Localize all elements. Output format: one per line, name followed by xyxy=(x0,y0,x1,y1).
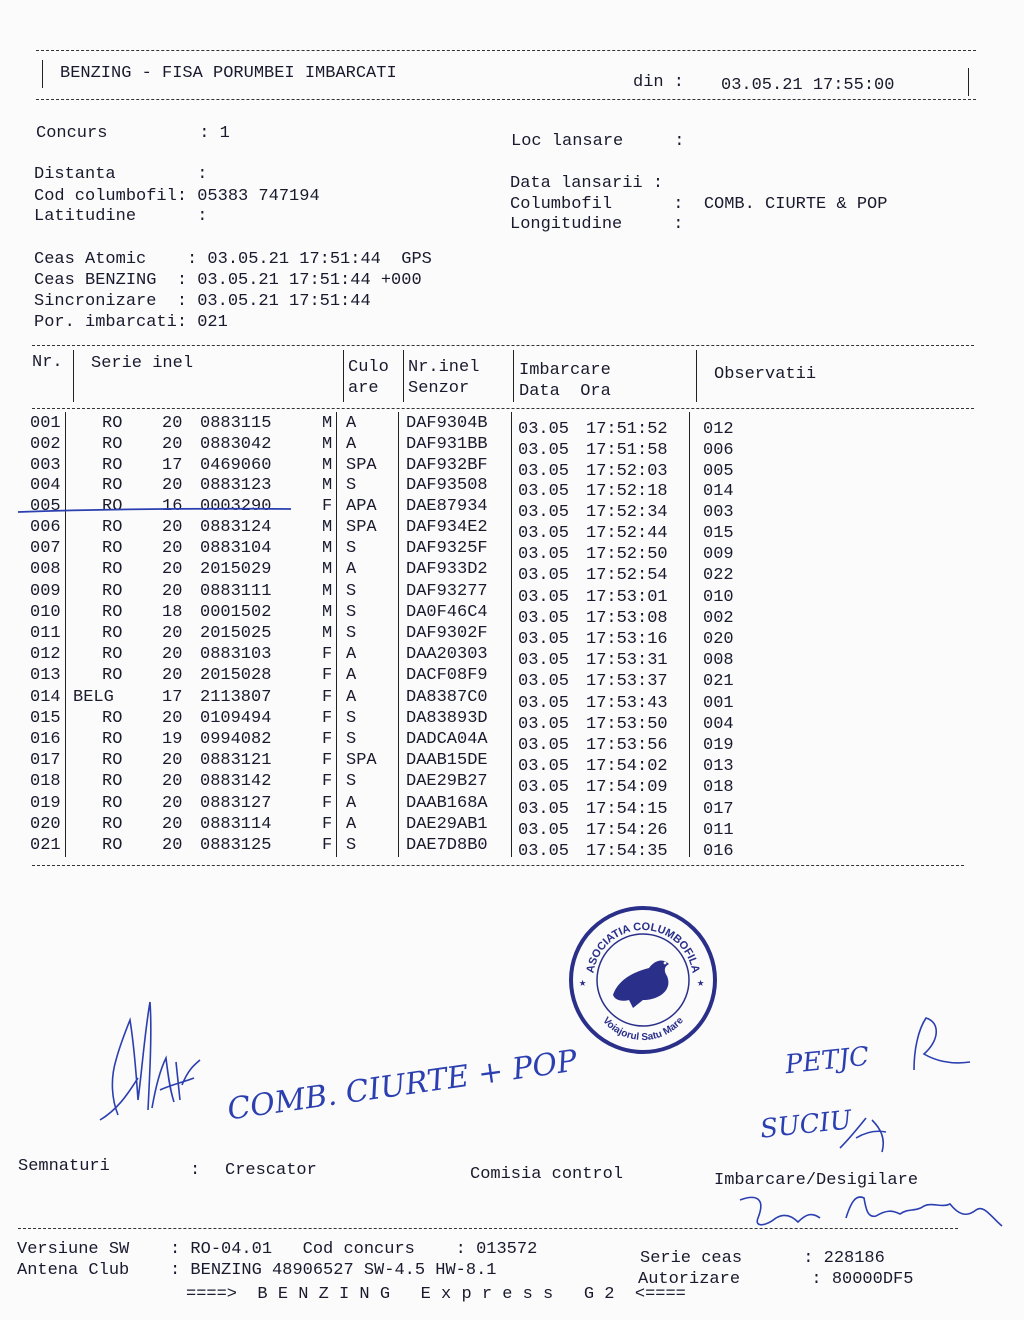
row-sensor: DAF933D2 xyxy=(406,560,488,580)
footer-line-1: Versiune SW : RO-04.01 Cod concurs : 013572 xyxy=(17,1240,538,1259)
row-color: SPA xyxy=(346,518,377,537)
row-nr: 019 xyxy=(30,793,61,813)
row-country: RO xyxy=(102,476,123,496)
row-observation: 001 xyxy=(703,693,734,713)
row-year: 20 xyxy=(162,793,183,813)
row-ring: 0883114 xyxy=(200,814,272,834)
row-nr: 002 xyxy=(30,434,61,454)
row-nr: 009 xyxy=(30,581,61,601)
row-time: 17:51:58 xyxy=(586,440,668,460)
col-sep-obs-header xyxy=(696,350,697,402)
row-observation: 022 xyxy=(703,566,734,586)
row-country: RO xyxy=(102,751,123,771)
row-sex: M xyxy=(322,455,333,475)
association-stamp xyxy=(563,900,723,1060)
info-data-lansarii: Data lansarii : xyxy=(510,174,664,193)
svg-text:★: ★ xyxy=(579,976,587,990)
row-date: 03.05 xyxy=(518,651,570,671)
row-year: 20 xyxy=(162,560,183,580)
row-date: 03.05 xyxy=(518,799,570,819)
clock-atomic: Ceas Atomic : 03.05.21 17:51:44 GPS xyxy=(34,250,432,269)
row-date: 03.05 xyxy=(518,587,570,607)
row-date: 03.05 xyxy=(518,420,570,439)
row-ring: 0883115 xyxy=(200,414,272,433)
footer-top-border xyxy=(18,1228,958,1229)
row-ring: 0883121 xyxy=(200,751,272,771)
footer-serie-ceas: Serie ceas : 228186 xyxy=(640,1249,885,1268)
row-time: 17:52:44 xyxy=(586,524,668,543)
row-observation: 010 xyxy=(703,587,734,607)
row-ring: 0883103 xyxy=(200,645,272,665)
col-sep-sex xyxy=(336,412,337,857)
header-top-border xyxy=(36,50,976,51)
crescator-signature xyxy=(90,990,210,1130)
row-observation: 004 xyxy=(703,714,734,734)
row-observation: 016 xyxy=(703,842,734,861)
header-nr-inel-1: Nr.inel xyxy=(408,358,480,377)
row-date: 03.05 xyxy=(518,503,570,523)
row-ring: 0001502 xyxy=(200,602,272,622)
col-sep-senzor xyxy=(398,412,399,857)
row-time: 17:54:02 xyxy=(586,757,668,777)
row-sex: M xyxy=(322,476,333,496)
row-date: 03.05 xyxy=(518,461,570,481)
row-country: RO xyxy=(102,708,123,728)
row-sensor: DAAB15DE xyxy=(406,751,488,771)
row-sex: F xyxy=(322,708,333,728)
row-nr: 017 xyxy=(30,751,61,771)
row-time: 17:54:15 xyxy=(586,799,668,819)
clock-benzing: Ceas BENZING : 03.05.21 17:51:44 +000 xyxy=(34,271,422,290)
row-nr: 016 xyxy=(30,730,61,749)
row-observation: 011 xyxy=(703,820,734,840)
row-observation: 017 xyxy=(703,799,734,819)
row-year: 20 xyxy=(162,624,183,643)
row-color: S xyxy=(346,772,357,792)
row-color: S xyxy=(346,539,357,559)
row-sex: M xyxy=(322,602,333,622)
row-country: RO xyxy=(102,560,123,580)
row-time: 17:53:56 xyxy=(586,736,668,755)
row-nr: 015 xyxy=(30,708,61,728)
row-color: A xyxy=(346,793,357,813)
row-country: RO xyxy=(102,518,123,537)
row-time: 17:52:54 xyxy=(586,566,668,586)
row-year: 20 xyxy=(162,814,183,834)
row-date: 03.05 xyxy=(518,842,570,861)
row-sex: M xyxy=(322,539,333,559)
row-country: RO xyxy=(102,793,123,813)
row-sex: F xyxy=(322,751,333,771)
row-sex: F xyxy=(322,645,333,665)
row-time: 17:53:31 xyxy=(586,651,668,671)
row-ring: 0469060 xyxy=(200,455,272,475)
row-observation: 012 xyxy=(703,420,734,439)
col-sep-nr xyxy=(65,412,66,857)
footer-line-3: ====> B E N Z I N G E x p r e s s G 2 <==== xyxy=(186,1285,686,1304)
header-imbarcare-2: Data Ora xyxy=(519,382,611,401)
row-date: 03.05 xyxy=(518,736,570,755)
row-sensor: DAA20303 xyxy=(406,645,488,665)
row-time: 17:51:52 xyxy=(586,420,668,439)
row-year: 20 xyxy=(162,414,183,433)
svg-text:ASOCIATIA COLUMBOFILA xyxy=(584,921,701,974)
row-ring: 0883123 xyxy=(200,476,272,496)
row-year: 16 xyxy=(162,497,183,517)
row-ring: 0883042 xyxy=(200,434,272,454)
row-country: RO xyxy=(102,645,123,665)
row-observation: 020 xyxy=(703,630,734,649)
row-color: A xyxy=(346,645,357,665)
row-country: RO xyxy=(102,602,123,622)
row-sex: M xyxy=(322,518,333,537)
row-year: 20 xyxy=(162,751,183,771)
row-nr: 021 xyxy=(30,836,61,855)
row-date: 03.05 xyxy=(518,714,570,734)
row-country: RO xyxy=(102,836,123,855)
row-time: 17:52:03 xyxy=(586,461,668,481)
row-country: RO xyxy=(102,455,123,475)
row-date: 03.05 xyxy=(518,693,570,713)
comisia-handwritten-1: PETJC xyxy=(783,1041,871,1081)
row-nr: 020 xyxy=(30,814,61,834)
signature-crescator-label: Crescator xyxy=(225,1161,317,1180)
row-sensor: DA0F46C4 xyxy=(406,602,488,622)
row-year: 19 xyxy=(162,730,183,749)
row-year: 18 xyxy=(162,602,183,622)
crescator-handwritten-name: COMB. CIURTE + POP xyxy=(225,1043,580,1128)
signatures-label: Semnaturi xyxy=(18,1157,110,1176)
row-year: 20 xyxy=(162,666,183,686)
row-ring: 2015029 xyxy=(200,560,272,580)
row-ring: 2015025 xyxy=(200,624,272,643)
row-time: 17:54:26 xyxy=(586,820,668,840)
row-time: 17:52:18 xyxy=(586,482,668,502)
info-cod-columbofil: Cod columbofil: 05383 747194 xyxy=(34,187,320,206)
row-sensor: DAE29B27 xyxy=(406,772,488,792)
row-sex: F xyxy=(322,793,333,813)
info-latitudine: Latitudine : xyxy=(34,207,208,226)
row-nr: 003 xyxy=(30,455,61,475)
row-observation: 006 xyxy=(703,440,734,460)
comisia-handwritten-2: SUCIU xyxy=(758,1105,854,1145)
row-year: 20 xyxy=(162,476,183,496)
table-header-border xyxy=(32,408,974,409)
row-nr: 004 xyxy=(30,476,61,496)
row-observation: 013 xyxy=(703,757,734,777)
signatures-colon: : xyxy=(190,1161,201,1180)
row-sex: F xyxy=(322,836,333,855)
por-imbarcati: Por. imbarcati: 021 xyxy=(34,313,228,332)
row-sensor: DAF9302F xyxy=(406,624,488,643)
row-country: RO xyxy=(102,414,123,433)
header-right-bar xyxy=(968,68,969,96)
row-observation: 009 xyxy=(703,545,734,565)
row-observation: 018 xyxy=(703,778,734,798)
header-observatii: Observatii xyxy=(714,365,817,384)
row-date: 03.05 xyxy=(518,608,570,628)
row-time: 17:53:43 xyxy=(586,693,668,713)
row-time: 17:53:08 xyxy=(586,608,668,628)
row-color: A xyxy=(346,814,357,834)
header-imbarcare-1: Imbarcare xyxy=(519,361,611,380)
pen-strike-line xyxy=(16,500,296,520)
row-nr: 012 xyxy=(30,645,61,665)
row-sensor: DAE7D8B0 xyxy=(406,836,488,855)
comisia-signature-2 xyxy=(836,1108,896,1158)
row-date: 03.05 xyxy=(518,778,570,798)
row-sex: M xyxy=(322,624,333,643)
row-sensor: DACF08F9 xyxy=(406,666,488,686)
header-bottom-border xyxy=(36,99,976,100)
row-year: 20 xyxy=(162,772,183,792)
table-bottom-border xyxy=(32,865,964,866)
row-year: 17 xyxy=(162,687,183,707)
row-time: 17:54:35 xyxy=(586,842,668,861)
row-year: 20 xyxy=(162,539,183,559)
signature-comisia-label: Comisia control xyxy=(470,1165,624,1184)
info-distanta: Distanta : xyxy=(34,165,208,184)
svg-text:★: ★ xyxy=(697,976,705,990)
info-columbofil: Columbofil : COMB. CIURTE & POP xyxy=(510,195,888,214)
row-sensor: DA83893D xyxy=(406,708,488,728)
row-nr: 006 xyxy=(30,518,61,537)
col-sep-senzor-header xyxy=(403,350,404,402)
row-date: 03.05 xyxy=(518,566,570,586)
comisia-signature-1 xyxy=(900,1010,980,1080)
row-sex: M xyxy=(322,434,333,454)
row-country: BELG xyxy=(73,687,114,707)
row-country: RO xyxy=(102,624,123,643)
row-color: A xyxy=(346,414,357,433)
row-time: 17:52:50 xyxy=(586,545,668,565)
row-color: A xyxy=(346,434,357,454)
row-nr: 001 xyxy=(30,414,61,433)
row-sex: M xyxy=(322,581,333,601)
row-time: 17:53:01 xyxy=(586,587,668,607)
signature-imbarcare-label: Imbarcare/Desigilare xyxy=(714,1171,919,1190)
row-color: S xyxy=(346,581,357,601)
footer-line-2: Antena Club : BENZING 48906527 SW-4.5 HW-8.1 xyxy=(17,1261,497,1280)
row-sensor: DAF934E2 xyxy=(406,518,488,537)
row-time: 17:54:09 xyxy=(586,778,668,798)
col-sep-obs xyxy=(689,412,690,857)
row-date: 03.05 xyxy=(518,820,570,840)
row-sensor: DAE29AB1 xyxy=(406,814,488,834)
row-sensor: DA8387C0 xyxy=(406,687,488,707)
row-sex: F xyxy=(322,687,333,707)
row-nr: 014 xyxy=(30,687,61,707)
info-loc-lansare: Loc lansare : xyxy=(511,132,685,151)
row-ring: 0883124 xyxy=(200,518,272,537)
row-date: 03.05 xyxy=(518,672,570,692)
row-sensor: DAF93277 xyxy=(406,581,488,601)
table-top-border xyxy=(32,345,974,346)
row-color: S xyxy=(346,602,357,622)
col-sep-imb-header xyxy=(513,350,514,402)
row-country: RO xyxy=(102,497,123,517)
header-nr: Nr. xyxy=(32,353,63,372)
header-left-bar xyxy=(42,60,43,88)
row-observation: 014 xyxy=(703,482,734,502)
col-sep-culo-header xyxy=(343,350,344,402)
row-country: RO xyxy=(102,581,123,601)
col-sep-imb xyxy=(511,412,512,857)
row-sensor: DAF932BF xyxy=(406,455,488,475)
col-sep-nr-header xyxy=(73,350,74,402)
row-year: 20 xyxy=(162,708,183,728)
row-time: 17:53:37 xyxy=(586,672,668,692)
row-ring: 0883127 xyxy=(200,793,272,813)
clock-sincronizare: Sincronizare : 03.05.21 17:51:44 xyxy=(34,292,371,311)
row-color: S xyxy=(346,730,357,749)
stamp-bottom-text: Voiajorul Satu Mare xyxy=(600,1015,686,1044)
header-culoare-1: Culo xyxy=(348,358,389,377)
row-nr: 007 xyxy=(30,539,61,559)
row-country: RO xyxy=(102,666,123,686)
row-observation: 008 xyxy=(703,651,734,671)
row-color: APA xyxy=(346,497,377,517)
pigeon-icon xyxy=(613,961,669,1008)
row-color: A xyxy=(346,560,357,580)
row-nr: 013 xyxy=(30,666,61,686)
row-country: RO xyxy=(102,434,123,454)
row-observation: 015 xyxy=(703,524,734,543)
row-date: 03.05 xyxy=(518,630,570,649)
row-color: A xyxy=(346,666,357,686)
row-sensor: DAF93508 xyxy=(406,476,488,496)
row-sex: F xyxy=(322,730,333,749)
row-ring: 2113807 xyxy=(200,687,272,707)
row-year: 20 xyxy=(162,645,183,665)
row-date: 03.05 xyxy=(518,545,570,565)
row-year: 20 xyxy=(162,434,183,454)
row-date: 03.05 xyxy=(518,524,570,543)
footer-autorizare: Autorizare : 80000DF5 xyxy=(638,1270,914,1289)
row-color: SPA xyxy=(346,455,377,475)
row-observation: 005 xyxy=(703,461,734,481)
row-ring: 0109494 xyxy=(200,708,272,728)
header-serie-inel: Serie inel xyxy=(91,354,194,373)
row-sensor: DAE87934 xyxy=(406,497,488,517)
row-date: 03.05 xyxy=(518,440,570,460)
row-country: RO xyxy=(102,814,123,834)
row-year: 17 xyxy=(162,455,183,475)
row-sex: F xyxy=(322,666,333,686)
row-country: RO xyxy=(102,730,123,749)
row-sensor: DAF9325F xyxy=(406,539,488,559)
info-concurs: Concurs : 1 xyxy=(36,124,230,143)
row-sex: M xyxy=(322,414,333,433)
row-date: 03.05 xyxy=(518,482,570,502)
row-ring: 0883125 xyxy=(200,836,272,855)
svg-text:Voiajorul Satu Mare xyxy=(600,1015,686,1043)
date-value: 03.05.21 17:55:00 xyxy=(721,76,895,95)
row-nr: 011 xyxy=(30,624,61,643)
row-nr: 008 xyxy=(30,560,61,580)
row-sensor: DAF9304B xyxy=(406,414,488,433)
row-color: S xyxy=(346,836,357,855)
row-color: S xyxy=(346,624,357,643)
row-ring: 0003290 xyxy=(200,497,272,517)
date-label: din : xyxy=(633,73,685,92)
row-ring: 0883111 xyxy=(200,581,272,601)
stamp-top-text: ASOCIATIA COLUMBOFILA xyxy=(584,920,702,975)
row-ring: 0994082 xyxy=(200,730,272,749)
row-nr: 018 xyxy=(30,772,61,792)
row-year: 20 xyxy=(162,581,183,601)
row-country: RO xyxy=(102,539,123,559)
row-time: 17:53:16 xyxy=(586,630,668,649)
row-sensor: DAAB168A xyxy=(406,793,488,813)
row-year: 20 xyxy=(162,836,183,855)
row-country: RO xyxy=(102,772,123,792)
row-date: 03.05 xyxy=(518,757,570,777)
row-color: A xyxy=(346,687,357,707)
info-longitudine: Longitudine : xyxy=(510,215,684,234)
row-ring: 2015028 xyxy=(200,666,272,686)
row-year: 20 xyxy=(162,518,183,537)
row-color: S xyxy=(346,708,357,728)
row-time: 17:52:34 xyxy=(586,503,668,523)
row-time: 17:53:50 xyxy=(586,714,668,734)
row-observation: 021 xyxy=(703,672,734,692)
row-sex: F xyxy=(322,772,333,792)
row-ring: 0883104 xyxy=(200,539,272,559)
header-nr-inel-2: Senzor xyxy=(408,379,470,398)
row-observation: 003 xyxy=(703,503,734,523)
header-culoare-2: are xyxy=(348,379,379,398)
row-sex: M xyxy=(322,560,333,580)
row-color: S xyxy=(346,476,357,496)
row-nr: 010 xyxy=(30,602,61,622)
row-sex: F xyxy=(322,814,333,834)
row-nr: 005 xyxy=(30,497,61,517)
row-color: SPA xyxy=(346,751,377,771)
row-sensor: DADCA04A xyxy=(406,730,488,749)
row-sensor: DAF931BB xyxy=(406,434,488,454)
row-observation: 019 xyxy=(703,736,734,755)
row-sex: F xyxy=(322,497,333,517)
imbarcare-signature xyxy=(736,1188,1006,1238)
row-observation: 002 xyxy=(703,608,734,628)
row-ring: 0883142 xyxy=(200,772,272,792)
document-title: BENZING - FISA PORUMBEI IMBARCATI xyxy=(60,64,397,83)
